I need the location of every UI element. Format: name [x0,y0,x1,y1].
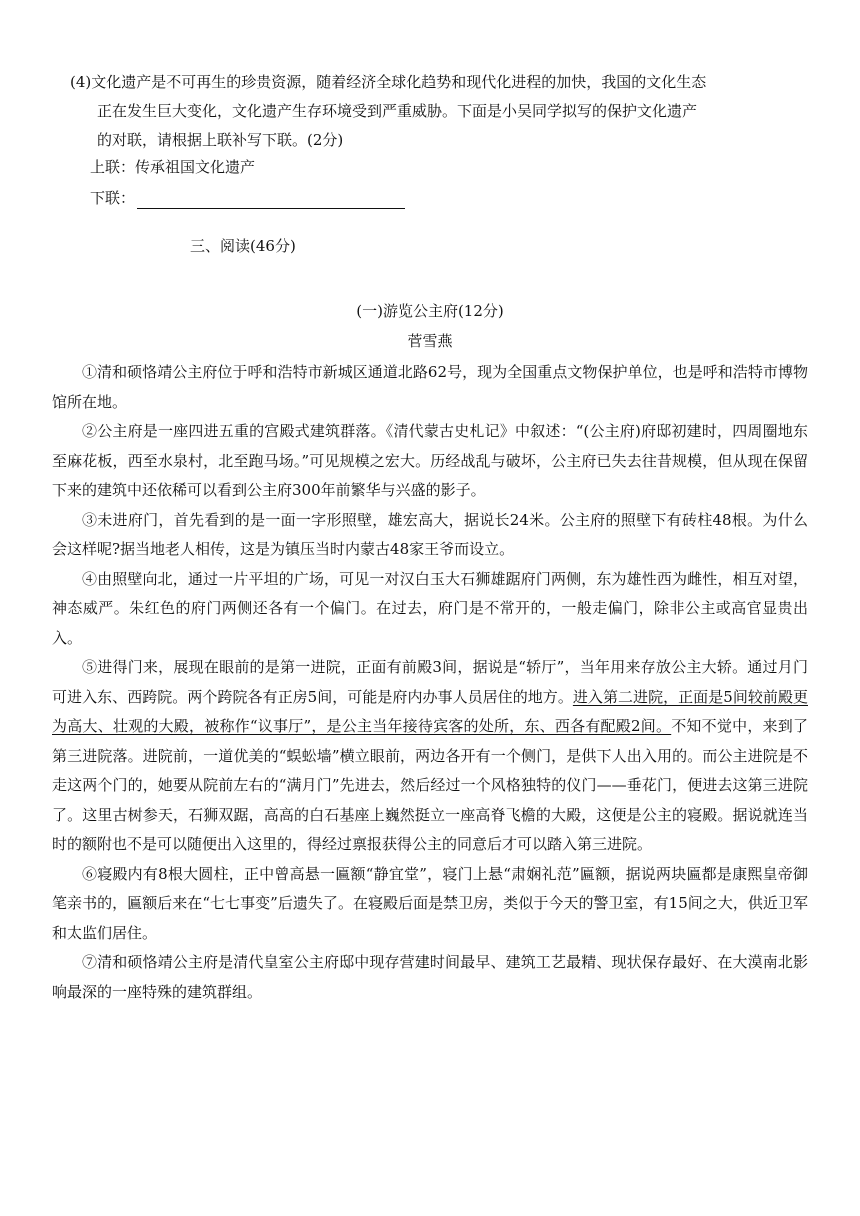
article-author: 菅雪燕 [407,332,453,350]
lower-couplet-answer-blank[interactable] [137,194,405,209]
paragraph-5 [52,653,808,860]
question-4-line-3: 的对联，请根据上联补写下联。(2分) [97,131,344,149]
paragraph-1: ①清和硕恪靖公主府位于呼和浩特市新城区通道北路62号，现为全国重点文物保护单位，也是呼和浩特市博物馆所在地。 [52,363,808,411]
article-body [52,358,808,1007]
upper-couplet: 上联：传承祖国文化遗产 [90,158,256,176]
question-4-line-1: (4)文化遗产是不可再生的珍贵资源，随着经济全球化趋势和现代化进程的加快，我国的文化生态 [70,73,707,91]
paragraph-5-underlined-sentence: 进入第二进院，正面是5间较前殿更为高大、壮观的大殿，被称作“议事厅”，是公主当年接待宾客的处所，东、西各有配殿2间。 [52,687,808,735]
lower-couplet [90,187,405,209]
paragraph-6: ⑥寝殿内有8根大圆柱，正中曾高悬一匾额“静宜堂”，寝门上悬“肃娴礼范”匾额，据说两块匾都是康熙皇帝御笔亲书的，匾额后来在“七七事变”后遗失了。在寝殿后面是禁卫房，类似于今天的警卫室，有15间之大，供近卫军和太监们居住。 [52,864,808,942]
section-heading: 三、阅读(46分) [190,237,296,255]
paragraph-3: ③未进府门，首先看到的是一面一字形照壁，雄宏高大，据说长24米。公主府的照壁下有砖柱48根。为什么会这样呢?据当地老人相传，这是为镇压当时内蒙古48家王爷而设立。 [52,510,808,558]
lower-couplet-label: 下联： [90,189,136,207]
paragraph-7: ⑦清和硕恪靖公主府是清代皇室公主府邸中现存营建时间最早、建筑工艺最精、现状保存最好、在大漠南北影响最深的一座特殊的建筑群组。 [52,953,808,1001]
question-4-line-2: 正在发生巨大变化，文化遗产生存环境受到严重威胁。下面是小吴同学拟写的保护文化遗产 [97,102,698,120]
paragraph-5-part-a: ⑤进得门来，展现在眼前的是第一进院，正面有前殿3间，据说是“轿厅”，当年用来存放公主大轿。通过月门可进入东、西跨院。两个跨院各有正房5间，可能是府内办事人员居住的地方。 [52,658,808,706]
question-4 [70,68,810,155]
paragraph-4: ④由照壁向北，通过一片平坦的广场，可见一对汉白玉大石狮雄踞府门两侧，东为雄性西为雌性，相互对望，神态威严。朱红色的府门两侧还各有一个偏门。在过去，府门是不常开的，一般走偏门，除非公主或高官显贵出入。 [52,569,808,647]
paragraph-2: ②公主府是一座四进五重的宫殿式建筑群落。《清代蒙古史札记》中叙述：“(公主府)府邸初建时，四周圈地东至麻花板，西至水泉村，北至跑马场。”可见规模之宏大。历经战乱与破坏，公主府已失去往昔规模，但从现在保留下来的建筑中还依稀可以看到公主府300年前繁华与兴盛的影子。 [52,422,808,499]
article-title: (一)游览公主府(12分) [356,302,504,320]
paragraph-5-part-b: 不知不觉中，来到了第三进院落。进院前，一道优美的“蜈蚣墙”横立眼前，两边各开有一个侧门，是供下人出入用的。而公主进院是不走这两个门的，她要从院前左右的“满月门”先进去，然后经过一个风格独特的仪门——垂花门，便进去这第三进院了。这里古树参天，石狮双踞，高高的白石基座上巍然挺立一座高脊飞檐的大殿，这便是公主的寝殿。据说就连当时的额附也不是可以随便出入这里的，得经过禀报获得公主的同意后才可以踏入第三进院。 [52,717,808,853]
